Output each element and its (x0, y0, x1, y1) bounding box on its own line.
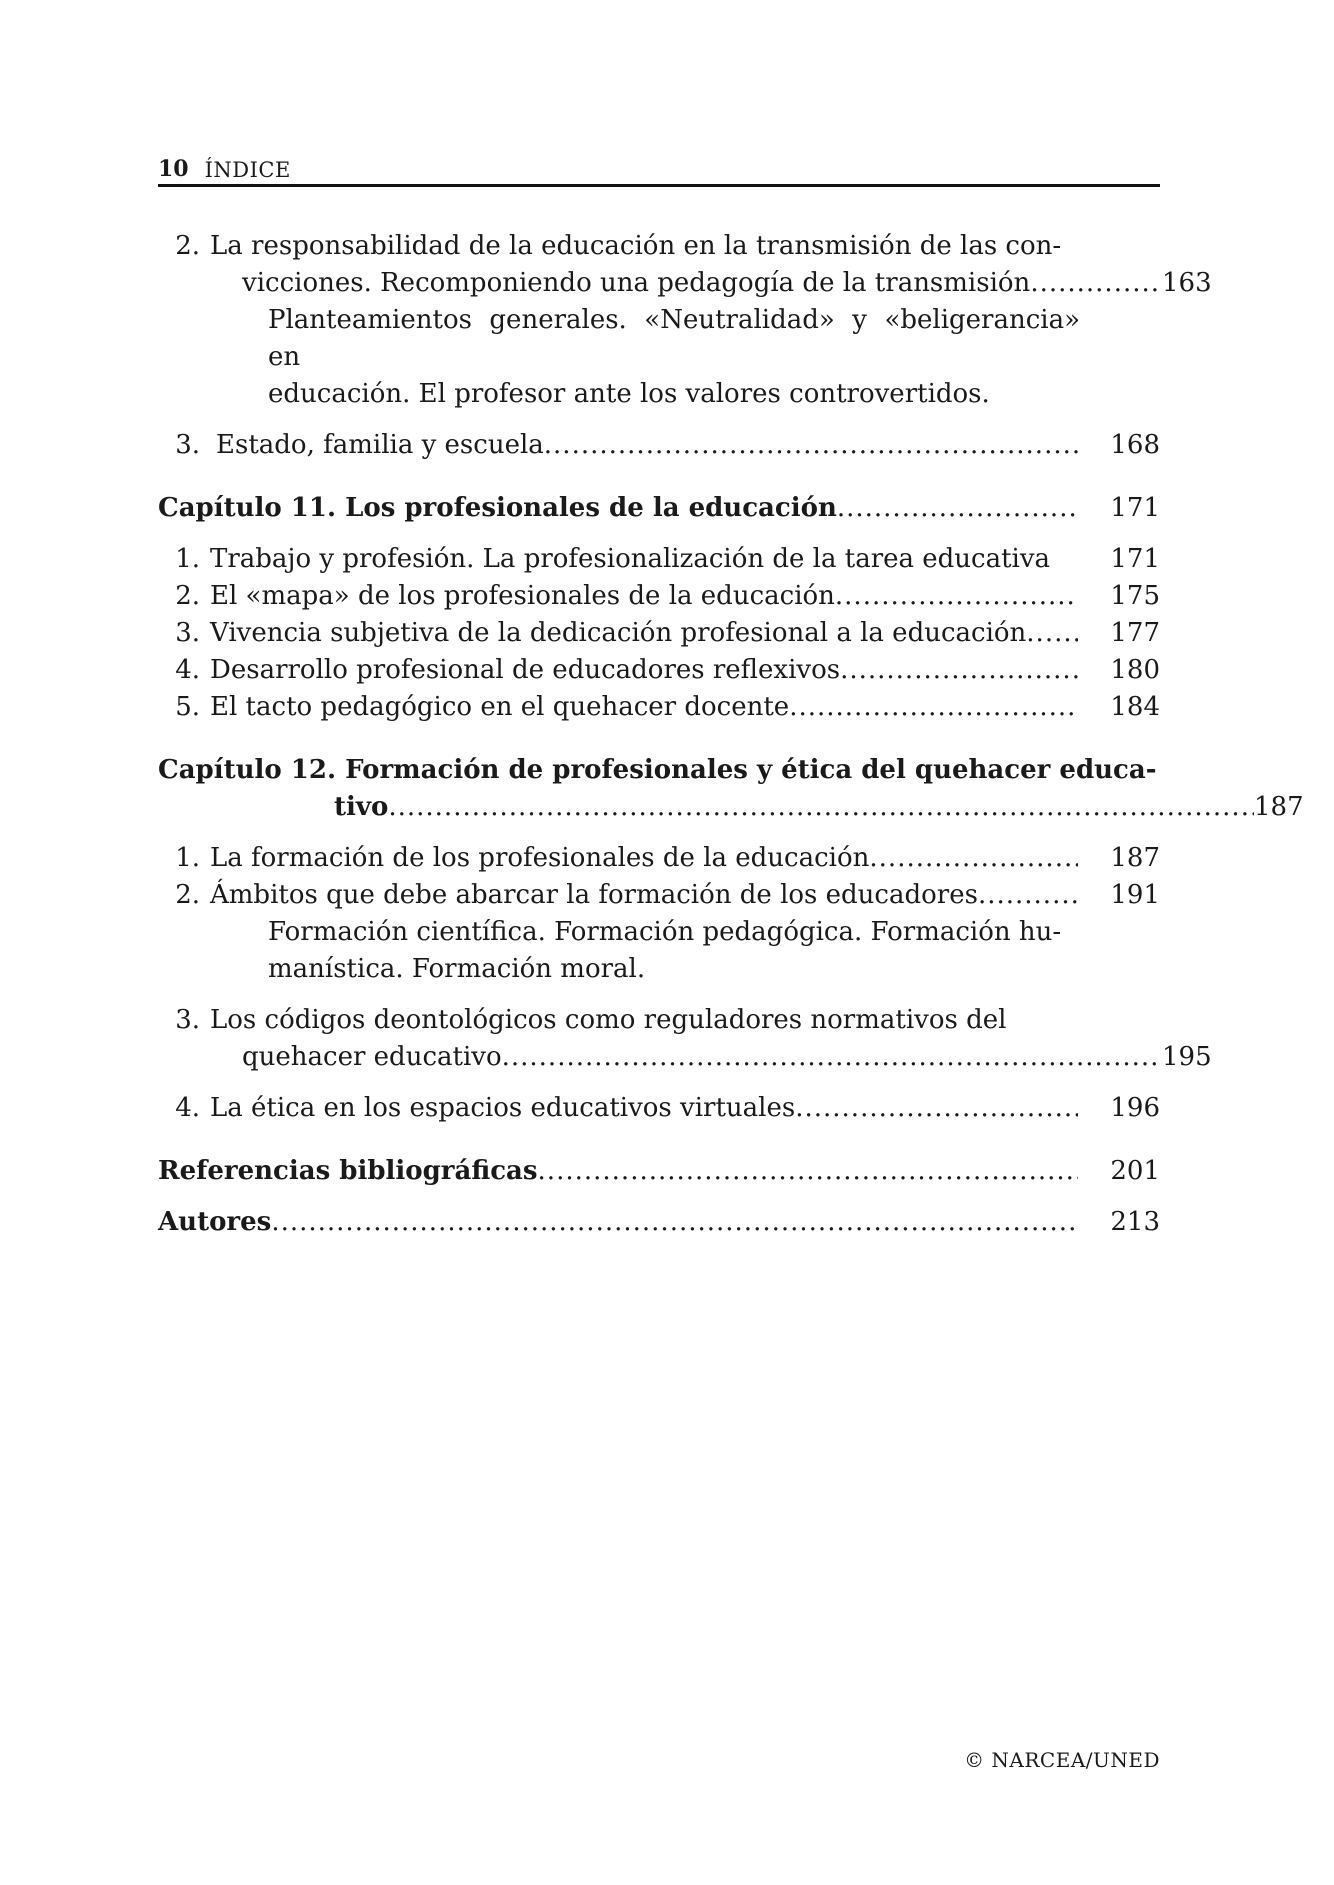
section-title: Referencias bibliográficas (158, 1156, 538, 1186)
leader-dots (1030, 265, 1162, 302)
leader-dots (978, 877, 1078, 914)
toc-entry-vivencia[interactable] (158, 615, 1160, 652)
entry-text: La ética en los espacios educativos virtuales (210, 1093, 796, 1123)
entry-text-line2: vicciones. Recomponiendo una pedagogía de la transmisión (242, 268, 1031, 298)
leader-dots (795, 1090, 1078, 1127)
table-of-contents (158, 228, 1304, 1241)
entry-text: Trabajo y profesión. La profesionalización de la tarea educativa (210, 544, 1051, 574)
entry-page: 180 (1110, 655, 1160, 685)
toc-entry-referencias[interactable] (158, 1153, 1160, 1190)
leader-dots (840, 652, 1078, 689)
entry-text-line1: La responsabilidad de la educación en la transmisión de las con- (210, 231, 1062, 261)
page-title: ÍNDICE (204, 158, 291, 182)
toc-entry-codigos[interactable] (158, 1002, 1078, 1039)
entry-number: 2. (175, 581, 200, 611)
chapter-title-line2: tivo (334, 792, 389, 822)
entry-text: Ámbitos que debe abarcar la formación de los educadores (210, 880, 978, 910)
chapter-title-line1: Capítulo 12. Formación de profesionales y ética del quehacer educa- (158, 755, 1157, 785)
entry-number: 4. (175, 655, 200, 685)
toc-entry-mapa[interactable] (158, 578, 1160, 615)
toc-entry-desarrollo[interactable] (158, 652, 1160, 689)
entry-number: 2. (175, 231, 200, 261)
entry-page: 187 (1254, 792, 1304, 822)
entry-number: 1. (175, 544, 200, 574)
entry-page: 191 (1110, 880, 1160, 910)
leader-dots (544, 427, 1078, 464)
entry-subtopics (158, 302, 1080, 413)
leader-dots (835, 578, 1078, 615)
entry-page: 171 (1110, 544, 1160, 574)
entry-page: 213 (1110, 1207, 1160, 1237)
leader-dots (271, 1204, 1078, 1241)
running-header (158, 150, 1160, 187)
entry-page: 201 (1110, 1156, 1160, 1186)
entry-text: El tacto pedagógico en el quehacer docente (210, 692, 790, 722)
entry-text: Desarrollo profesional de educadores reflexivos (210, 655, 841, 685)
entry-number: 1. (175, 843, 200, 873)
subtopics-line2: educación. El profesor ante los valores controvertidos. (268, 379, 990, 409)
toc-entry-formacion[interactable] (158, 840, 1160, 877)
toc-entry-responsabilidad[interactable] (158, 228, 1078, 265)
entry-text: Vivencia subjetiva de la dedicación profesional a la educación (210, 618, 1027, 648)
entry-text-line1: Los códigos deontológicos como reguladores normativos del (210, 1005, 1007, 1035)
entry-page: 187 (1110, 843, 1160, 873)
leader-dots (837, 490, 1078, 527)
copyright-notice: © NARCEA/UNED (964, 1748, 1160, 1772)
section-title: Autores (158, 1207, 272, 1237)
toc-entry-trabajo[interactable] (158, 541, 1160, 578)
leader-dots (869, 840, 1078, 877)
entry-page: 177 (1110, 618, 1160, 648)
entry-page: 175 (1110, 581, 1160, 611)
entry-text: Estado, familia y escuela (216, 430, 544, 460)
entry-number: 3. (175, 618, 200, 648)
chapter-title: Capítulo 11. Los profesionales de la educación (158, 493, 837, 523)
toc-entry-ambitos[interactable] (158, 877, 1160, 914)
entry-subtopics (158, 914, 1080, 988)
entry-page: 168 (1110, 430, 1160, 460)
entry-text: El «mapa» de los profesionales de la educación (210, 581, 835, 611)
page-number: 10 (158, 156, 189, 182)
toc-chapter-11[interactable] (158, 490, 1160, 527)
toc-chapter-12[interactable] (158, 752, 1157, 789)
subtopics-line1: Planteamientos generales. «Neutralidad» y «beligerancia» en (268, 305, 1080, 372)
entry-number: 3. (175, 430, 200, 460)
entry-page: 163 (1162, 268, 1212, 298)
entry-page: 184 (1110, 692, 1160, 722)
entry-text: La formación de los profesionales de la educación (210, 843, 870, 873)
leader-dots (502, 1039, 1162, 1076)
toc-entry-etica[interactable] (158, 1090, 1160, 1127)
leader-dots (388, 789, 1254, 826)
entry-number: 4. (175, 1093, 200, 1123)
toc-entry-tacto[interactable] (158, 689, 1160, 726)
entry-number: 2. (175, 880, 200, 910)
subtopics-line1: Formación científica. Formación pedagógica. Formación hu- (268, 917, 1062, 947)
entry-page: 195 (1162, 1042, 1212, 1072)
leader-dots (1026, 615, 1078, 652)
entry-page: 196 (1110, 1093, 1160, 1123)
leader-dots (538, 1153, 1078, 1190)
entry-text-line2: quehacer educativo (242, 1042, 502, 1072)
toc-entry-estado[interactable] (158, 427, 1160, 464)
subtopics-line2: manística. Formación moral. (268, 954, 646, 984)
entry-number: 3. (175, 1005, 200, 1035)
toc-entry-autores[interactable] (158, 1204, 1160, 1241)
leader-dots (789, 689, 1078, 726)
entry-number: 5. (175, 692, 200, 722)
entry-page: 171 (1110, 493, 1160, 523)
